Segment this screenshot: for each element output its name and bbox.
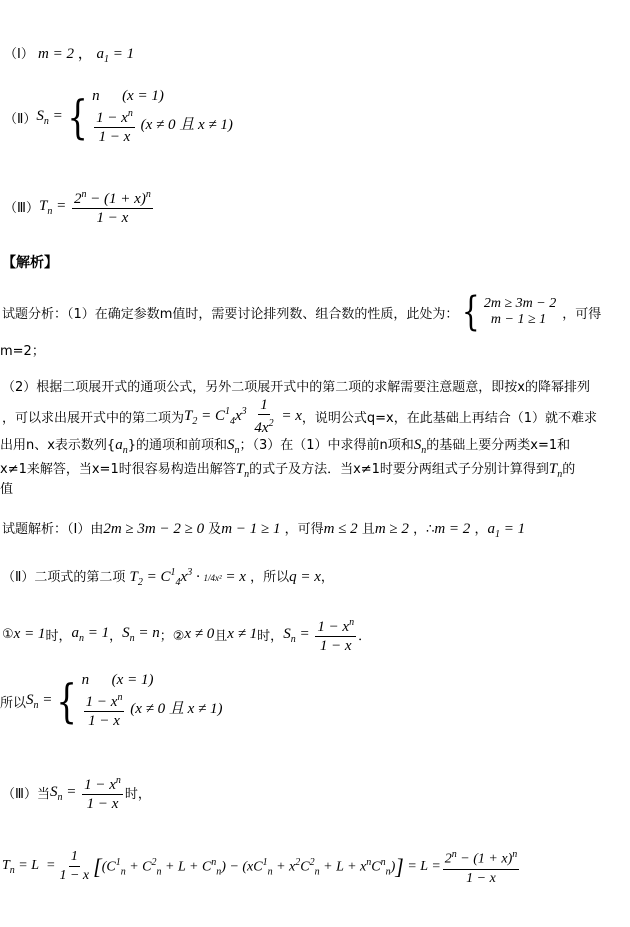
t2-formula: $T_2 = C^1_4x^3$ $\frac{1}{4x^2}$ = x (184, 397, 302, 436)
part3-label: （Ⅲ） (4, 201, 39, 216)
analysis-line3: （2）根据二项展开式的通项公式，另外二项展开式中的第二项的求解需要注意题意，即按x的降幂排列 (2, 380, 590, 395)
analysis-line6: x≠1来解答，当x=1时很容易构造出解答$T_n$的式子及方法．当x≠1时要分两组式子分别计算得到$T_n$的 (0, 461, 576, 480)
analysis-line4: ，可以求出展开式中的第二项为 $T_2 = C^1_4x^3$ $\frac{1}{4x^2}$ = x ，说明公式q=x，在此基础上再结合（1）就不难求 (2, 397, 597, 436)
part1-label: （Ⅰ） (4, 47, 34, 62)
solution-line4: 所以 $S_n$ = { n (x = 1) $\frac{1 - x^n}{1 - x}$ (x ≠ 0 且 x ≠ 1) (0, 672, 223, 729)
brace: { (67, 90, 88, 144)
analysis-line7: 值 (0, 482, 14, 497)
analysis-line5: 出用n、x表示数列$\{a_n\}$的通项和前项和$S_n$；（3）在（1）中求得前n项和$S_n$的基础上要分两类x=1和 (0, 437, 571, 456)
sn-case1: n (x = 1) (92, 88, 164, 104)
solution-line1: 试题解析：（Ⅰ）由2m ≥ 3m − 2 ≥ 0 及m − 1 ≥ 1 ，可得m ≤ 2 且m ≥ 2 ，∴m = 2 ，$a_1 = 1$ (2, 521, 526, 540)
analysis-line1: 试题分析：（1）在确定参数m值时，需要讨论排列数、组合数的性质，此处为： { 2m ≥ 3m − 2 m − 1 ≥ 1 ，可得 (2, 289, 602, 335)
part1-formula: m = 2 ， $a_1 = 1$ (37, 46, 135, 65)
solution-line5: （Ⅲ）当 $S_n$ = $\frac{1 - x^n}{1 - x}$ 时， (2, 772, 151, 813)
sn-case2: $\frac{1 - x^n}{1 - x}$ (x ≠ 0 且 x ≠ 1) (92, 105, 233, 146)
part2-label: （Ⅱ） (4, 111, 37, 127)
answer-part1 (4, 42, 134, 65)
analysis-heading: 【解析】 (2, 255, 58, 271)
analysis-line2: m=2； (0, 344, 45, 359)
m-conditions: 2m ≥ 3m − 2 m − 1 ≥ 1 (483, 296, 557, 327)
tn-formula: $T_n$ = $\frac{2^n - (1 + x)^n}{1 - x}$ (39, 186, 155, 227)
solution-line2: （Ⅱ）二项式的第二项 $T_2 = C^1_4x^3 \cdot 1/4x^2 = x$ ，所以q = x， (2, 567, 334, 588)
sn-cases (92, 88, 233, 146)
sn-symbol: $S_n$ = (36, 107, 63, 127)
brace: { (56, 674, 78, 728)
answer-part2 (4, 88, 233, 146)
answer-part3 (4, 186, 155, 227)
solution-line3: ① x = 1 时， $a_n = 1$ ， $S_n = n$ ；② x ≠ 0 且 x ≠ 1 时， $S_n$ = $\frac{1 - x^n}{1 - x}$ ． (2, 614, 371, 655)
brace: { (462, 289, 481, 335)
solution-line6: $T_n = L$ = $\frac{1}{1 - x}$ [ $(C^1_n + C^2_n + L + C^n_n) - (xC^1_n + x^2C^2_n + L + x^nC^n_n)$ ] = L = $\frac{2^n - (1 + x)^n}{1 - x}$ (2, 846, 521, 888)
